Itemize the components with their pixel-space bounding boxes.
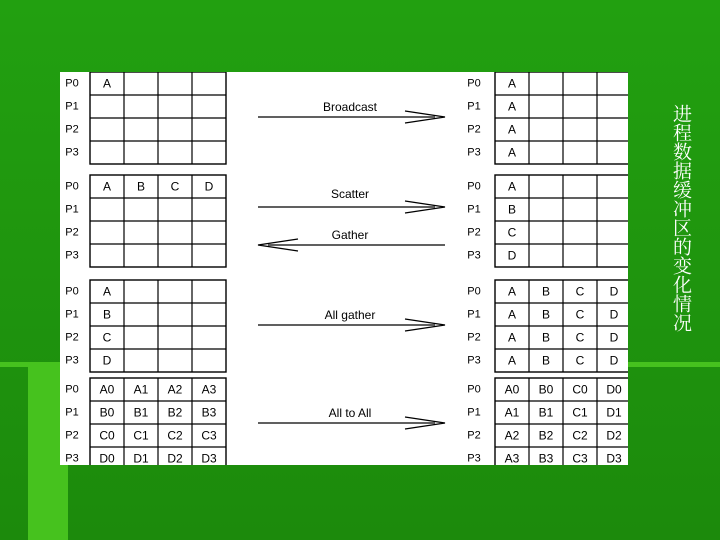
side-title: 进程数据缓冲区的变化情况: [670, 104, 692, 332]
process-label: P1: [65, 100, 79, 113]
buffer-cell: A: [102, 76, 112, 91]
operation-label: All to All: [328, 406, 372, 420]
buffer-cell: A: [507, 307, 517, 322]
diagram-canvas: [60, 72, 628, 465]
buffer-cell: C: [102, 330, 112, 345]
buffer-cell: D: [609, 284, 619, 299]
buffer-cell: D3: [201, 451, 217, 465]
process-label: P1: [467, 406, 481, 419]
buffer-cell: D1: [606, 405, 622, 420]
buffer-cell: A: [507, 145, 517, 160]
process-label: P3: [467, 452, 481, 465]
process-label: P0: [65, 77, 79, 90]
process-label: P2: [467, 331, 481, 344]
buffer-cell: A0: [99, 382, 115, 397]
process-label: P2: [65, 226, 79, 239]
process-label: P1: [467, 308, 481, 321]
process-label: P0: [467, 180, 481, 193]
process-label: P1: [65, 308, 79, 321]
buffer-cell: A1: [504, 405, 520, 420]
buffer-cell: D1: [133, 451, 149, 465]
buffer-cell: C: [575, 284, 585, 299]
buffer-cell: C3: [201, 428, 217, 443]
buffer-cell: A3: [201, 382, 217, 397]
buffer-cell: A: [507, 330, 517, 345]
buffer-cell: C3: [572, 451, 588, 465]
buffer-cell: D: [609, 330, 619, 345]
buffer-cell: C: [575, 307, 585, 322]
process-label: P1: [467, 100, 481, 113]
buffer-cell: D3: [606, 451, 622, 465]
buffer-cell: B1: [133, 405, 149, 420]
process-label: P0: [65, 383, 79, 396]
buffer-cell: C2: [572, 428, 588, 443]
buffer-cell: D: [102, 353, 112, 368]
process-label: P3: [65, 452, 79, 465]
process-label: P3: [467, 354, 481, 367]
buffer-cell: A: [507, 353, 517, 368]
process-label: P2: [467, 226, 481, 239]
process-label: P3: [65, 249, 79, 262]
process-label: P0: [467, 77, 481, 90]
process-label: P0: [65, 285, 79, 298]
buffer-cell: B: [541, 307, 551, 322]
buffer-cell: C: [507, 225, 517, 240]
process-label: P2: [65, 331, 79, 344]
buffer-cell: B3: [201, 405, 217, 420]
process-label: P2: [65, 429, 79, 442]
buffer-cell: D0: [99, 451, 115, 465]
process-label: P2: [65, 123, 79, 136]
buffer-cell: A: [507, 284, 517, 299]
operation-label: Gather: [331, 228, 369, 242]
collective-operations-diagram: [60, 72, 628, 465]
process-label: P1: [65, 203, 79, 216]
process-label: P2: [467, 123, 481, 136]
buffer-cell: B: [541, 353, 551, 368]
buffer-cell: D: [204, 179, 214, 194]
buffer-cell: B0: [538, 382, 554, 397]
buffer-cell: B2: [167, 405, 183, 420]
buffer-cell: A1: [133, 382, 149, 397]
buffer-cell: C1: [133, 428, 149, 443]
buffer-cell: D: [609, 353, 619, 368]
buffer-cell: C0: [572, 382, 588, 397]
buffer-cell: D: [609, 307, 619, 322]
buffer-cell: A: [507, 179, 517, 194]
buffer-cell: D2: [606, 428, 622, 443]
operation-label: Broadcast: [322, 100, 378, 114]
buffer-cell: D2: [167, 451, 183, 465]
process-label: P2: [467, 429, 481, 442]
buffer-cell: D0: [606, 382, 622, 397]
operation-label: Scatter: [330, 187, 370, 201]
buffer-cell: A: [102, 284, 112, 299]
buffer-cell: B: [136, 179, 146, 194]
buffer-cell: B: [541, 284, 551, 299]
buffer-cell: C: [575, 353, 585, 368]
buffer-cell: A: [102, 179, 112, 194]
process-label: P0: [65, 180, 79, 193]
buffer-cell: B2: [538, 428, 554, 443]
buffer-cell: C2: [167, 428, 183, 443]
buffer-cell: A2: [504, 428, 520, 443]
buffer-cell: A3: [504, 451, 520, 465]
process-label: P1: [65, 406, 79, 419]
buffer-cell: A0: [504, 382, 520, 397]
process-label: P3: [467, 146, 481, 159]
process-label: P0: [467, 285, 481, 298]
process-label: P1: [467, 203, 481, 216]
buffer-cell: B: [541, 330, 551, 345]
buffer-cell: A: [507, 99, 517, 114]
buffer-cell: C1: [572, 405, 588, 420]
buffer-cell: B: [102, 307, 112, 322]
process-label: P3: [467, 249, 481, 262]
buffer-cell: C: [170, 179, 180, 194]
buffer-cell: C0: [99, 428, 115, 443]
operation-label: All gather: [324, 308, 376, 322]
process-label: P0: [467, 383, 481, 396]
buffer-cell: A2: [167, 382, 183, 397]
buffer-cell: A: [507, 122, 517, 137]
buffer-cell: B3: [538, 451, 554, 465]
buffer-cell: B: [507, 202, 517, 217]
process-label: P3: [65, 354, 79, 367]
buffer-cell: A: [507, 76, 517, 91]
buffer-cell: B0: [99, 405, 115, 420]
buffer-cell: B1: [538, 405, 554, 420]
buffer-cell: C: [575, 330, 585, 345]
process-label: P3: [65, 146, 79, 159]
buffer-cell: D: [507, 248, 517, 263]
